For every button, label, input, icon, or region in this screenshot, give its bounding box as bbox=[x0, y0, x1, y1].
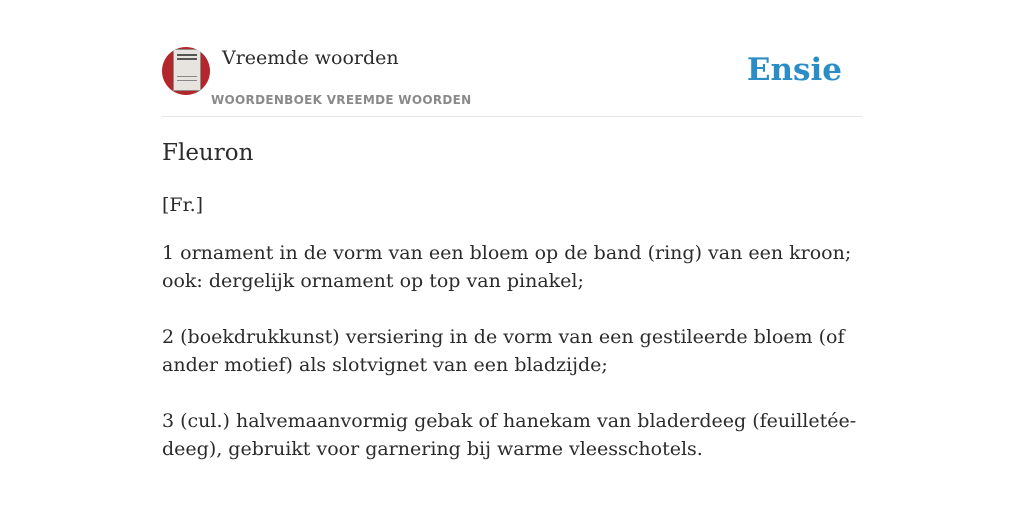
definition-item: 1 ornament in de vorm van een bloem op de band (ring) van een kroon; ook: dergelijk ornament op top van pinakel; bbox=[162, 242, 852, 292]
cover-title-line bbox=[177, 54, 197, 56]
site-subtitle[interactable]: WOORDENBOEK VREEMDE WOORDEN bbox=[211, 93, 472, 107]
cover-title-line bbox=[177, 58, 197, 60]
site-title[interactable]: Vreemde woorden bbox=[222, 47, 399, 69]
entry-term: Fleuron bbox=[162, 140, 254, 166]
cover-text-line bbox=[177, 76, 197, 77]
entry-origin: [Fr.] bbox=[162, 194, 204, 216]
book-cover-avatar[interactable] bbox=[162, 47, 210, 95]
definition-list bbox=[162, 239, 862, 491]
definition-item: 3 (cul.) halvemaanvormig gebak of hanekam van bladerdeeg (feuilletée-deeg), gebruikt voor garnering bij warme vleesschotels. bbox=[162, 410, 857, 460]
book-cover-icon bbox=[173, 49, 201, 91]
brand-logo[interactable]: Ensie bbox=[746, 52, 842, 88]
cover-text-line bbox=[177, 80, 197, 81]
definition-item: 2 (boekdrukkunst) versiering in de vorm van een gestileerde bloem (of ander motief) als slotvignet van een bladzijde; bbox=[162, 326, 845, 376]
header bbox=[162, 44, 862, 117]
